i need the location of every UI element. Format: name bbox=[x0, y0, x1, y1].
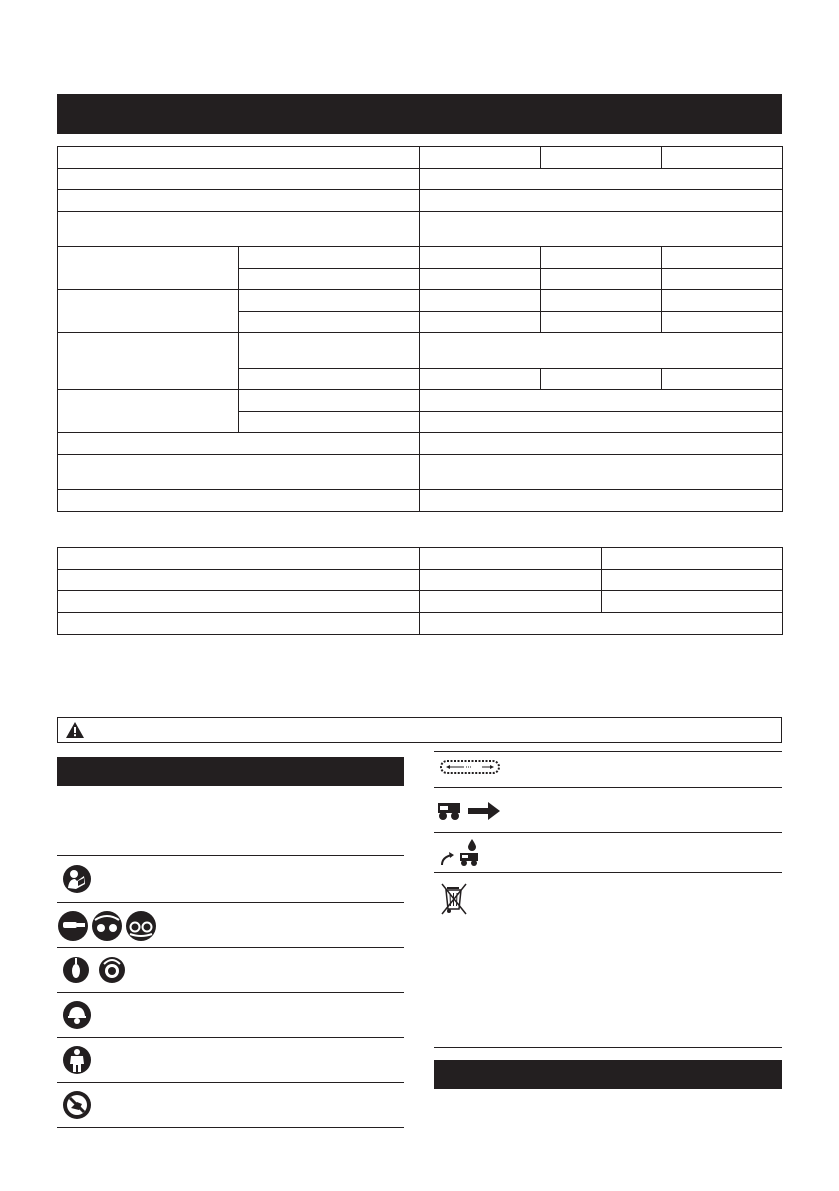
table-row bbox=[58, 433, 783, 455]
table-row bbox=[58, 190, 783, 212]
guide-bar-length-icon bbox=[440, 759, 500, 775]
divider bbox=[57, 947, 404, 948]
divider bbox=[434, 832, 782, 833]
divider bbox=[434, 872, 782, 873]
warning-box bbox=[57, 717, 782, 743]
no-one-handed-operation-icon bbox=[62, 1090, 92, 1120]
helmet-icon bbox=[62, 1000, 92, 1030]
crossed-bin-icon bbox=[440, 882, 468, 916]
divider bbox=[434, 787, 782, 788]
divider bbox=[57, 1082, 404, 1083]
divider bbox=[57, 902, 404, 903]
protective-clothing-icon bbox=[62, 1045, 92, 1075]
table-row bbox=[58, 390, 783, 412]
specifications-table bbox=[57, 146, 783, 512]
divider bbox=[57, 1127, 404, 1128]
table-row bbox=[58, 591, 783, 613]
table-row bbox=[58, 147, 783, 169]
table-row bbox=[58, 212, 783, 247]
table-row bbox=[58, 169, 783, 190]
warning-triangle-icon bbox=[66, 722, 84, 738]
read-manual-icon bbox=[62, 864, 92, 894]
divider bbox=[57, 855, 404, 856]
section-header-bar bbox=[57, 94, 782, 134]
divider bbox=[434, 1047, 782, 1048]
table-row bbox=[58, 490, 783, 512]
symbols-section-bar bbox=[57, 757, 404, 786]
divider bbox=[57, 1037, 404, 1038]
chain-oil-icon bbox=[438, 837, 482, 867]
table-row bbox=[58, 333, 783, 369]
table-row bbox=[58, 548, 783, 570]
chain-direction-icon bbox=[438, 801, 502, 821]
table-row bbox=[58, 455, 783, 490]
table-row bbox=[58, 290, 783, 312]
next-section-bar bbox=[434, 1060, 782, 1089]
table-row bbox=[58, 570, 783, 591]
eye-protection-icon bbox=[57, 910, 157, 942]
secondary-specifications-table bbox=[57, 547, 783, 635]
table-row bbox=[58, 613, 783, 635]
divider bbox=[434, 751, 782, 752]
table-row bbox=[58, 247, 783, 269]
divider bbox=[57, 992, 404, 993]
hearing-protection-icon bbox=[62, 955, 132, 985]
